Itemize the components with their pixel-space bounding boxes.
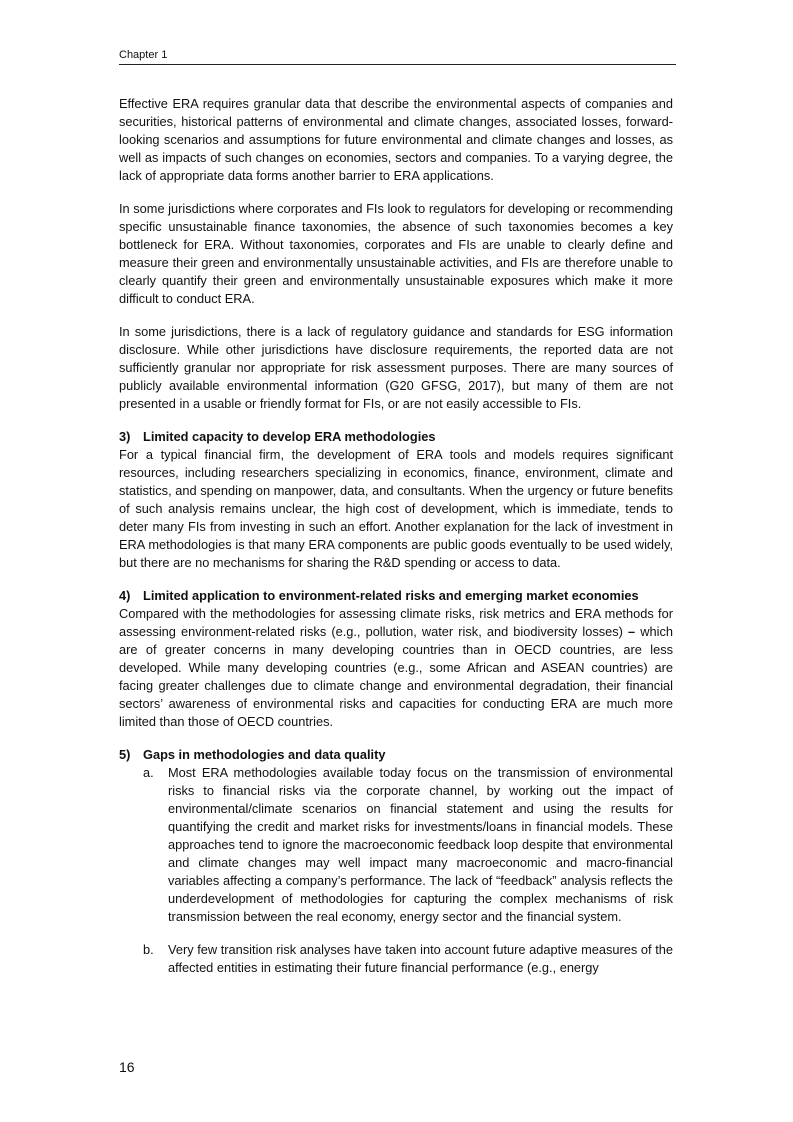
section-5 [119,746,673,977]
section-title: Limited application to environment-related risks and emerging market economies [143,588,639,603]
list-item [119,764,673,926]
em-dash: – [628,624,636,639]
section-title: Limited capacity to develop ERA methodologies [143,429,436,444]
section-4 [119,587,673,731]
page-number: 16 [119,1059,135,1075]
section-title: Gaps in methodologies and data quality [143,747,386,762]
list-item-text: Very few transition risk analyses have taken into account future adaptive measures of the affected entities in estimating their future financial performance (e.g., energy [168,942,673,975]
text-run: which are of greater concerns in many developing countries than in OECD countries, are less developed. While many developing countries (e.g., some African and ASEAN countries) are facing greater challenges due to climate change and environmental degradation, their financial sectors’ awareness of environmental risks and capacities for conducting ERA are much more limited than those of OECD countries. [119,624,673,729]
section-number: 5) [119,747,131,762]
list-marker: a. [143,765,154,780]
list-item-text: Most ERA methodologies available today focus on the transmission of environmental risks to financial risks via the corporate channel, by working out the impact of environmental/climate scenarios on financial statement and using the results for quantifying the credit and market risks for investments/loans in financial models. These approaches tend to ignore the macroeconomic feedback loop despite that environmental and climate changes may well impact many macroeconomic and macro-financial variables affecting a company’s performance. The lack of “feedback” analysis reflects the underdevelopment of methodologies for capturing the complex mechanisms of risk transmission between the real economy, energy sector and the financial system. [168,765,673,924]
list-marker: b. [143,942,154,957]
section-heading [119,428,673,446]
section-heading [119,587,673,605]
section-paragraph [119,605,673,731]
body-text [119,95,673,992]
list-item [119,941,673,977]
running-header: Chapter 1 [119,48,676,65]
paragraph: Effective ERA requires granular data that describe the environmental aspects of companies and securities, historical patterns of environmental and climate changes, associated losses, forward-looking scenarios and assumptions for future environmental and climate changes and losses, as well as impacts of such changes on economies, sectors and companies. To a varying degree, the lack of appropriate data forms another barrier to ERA applications. [119,96,673,183]
paragraph: In some jurisdictions, there is a lack of regulatory guidance and standards for ESG information disclosure. While other jurisdictions have disclosure requirements, the reported data are not sufficiently granular nor appropriate for risk assessment purposes. There are many sources of publicly available environmental information (G20 GFSG, 2017), but many of them are not presented in a usable or friendly format for FIs, or are not easily accessible to FIs. [119,324,673,411]
section-number: 3) [119,429,131,444]
text-run: Compared with the methodologies for assessing climate risks, risk metrics and ERA methods for assessing environment-related risks (e.g., pollution, water risk, and biodiversity losses) [119,606,673,639]
section-heading [119,746,673,764]
section-number: 4) [119,588,131,603]
sub-list [119,764,673,977]
section-3 [119,428,673,572]
section-paragraph: For a typical financial firm, the development of ERA tools and models requires significant resources, including researchers specializing in economics, finance, environment, climate and statistics, and spending on manpower, data, and consultants. When the urgency or future benefits of such analysis remains unclear, the high cost of development, which is immediate, tends to deter many FIs from investing in such an effort. Another explanation for the lack of investment in ERA methodologies is that many ERA components are public goods eventually to be used widely, but there are no mechanisms for sharing the R&D spending or access to data. [119,447,673,570]
paragraph: In some jurisdictions where corporates and FIs look to regulators for developing or recommending specific unsustainable finance taxonomies, the absence of such taxonomies becomes a key bottleneck for ERA. Without taxonomies, corporates and FIs are unable to clearly define and measure their green and environmentally unsustainable activities, and FIs are therefore unable to clearly quantify their green and environmentally unsustainable exposures which make it more difficult to conduct ERA. [119,201,673,306]
